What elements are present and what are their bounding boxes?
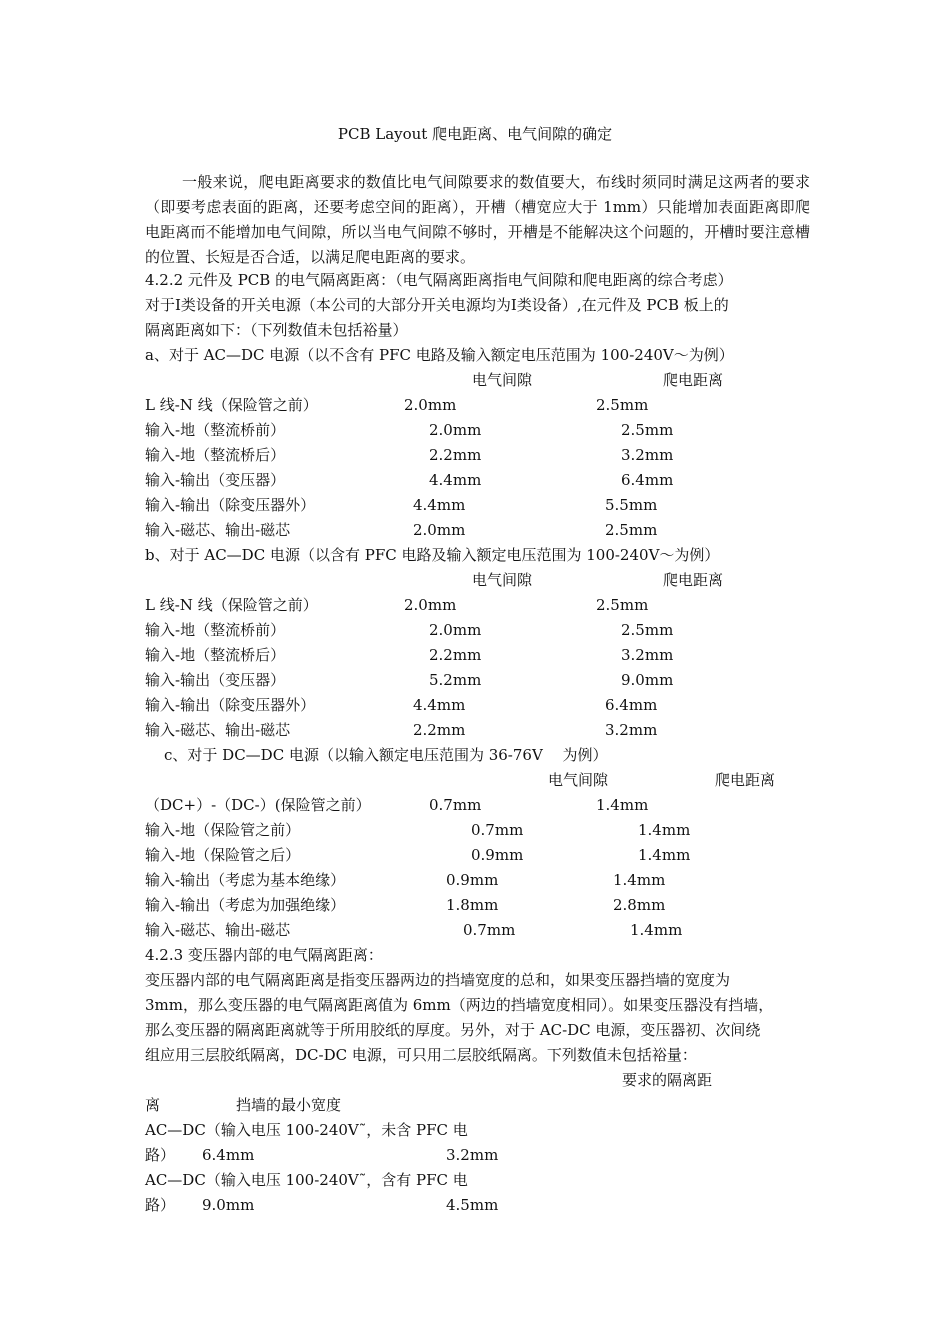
creepage-value: 3.2mm (605, 721, 658, 739)
intro-paragraph: 一般来说，爬电距离要求的数值比电气间隙要求的数值要大，布线时须同时满足这两者的要求（即要考虑表面的距离，还要考虑空间的距离），开槽（槽宽应大于 1mm）只能增加表面距离即爬电距离而不能增加电气间隙，所以当电气间隙不够时，开槽是不能解决这个问题的，开槽时要注意槽的位置、长短是否合适，以满足爬电距离的要求。 (145, 173, 810, 266)
clearance-header: 电气间隙 (548, 771, 609, 789)
creepage-value: 6.4mm (621, 471, 674, 489)
creepage-header: 爬电距离 (663, 371, 724, 389)
row-label: 路） (145, 1196, 176, 1214)
row-label: 输入-磁芯、输出-磁芯 (145, 521, 291, 539)
row-label: 输入-磁芯、输出-磁芯 (145, 721, 291, 739)
clearance-value: 4.4mm (413, 696, 466, 714)
clearance-header: 电气间隙 (472, 571, 533, 589)
min-wall-width-value: 4.5mm (446, 1196, 499, 1214)
creepage-value: 1.4mm (613, 871, 666, 889)
table-row (0, 893, 950, 918)
row-label: 输入-地（保险管之前） (145, 821, 301, 839)
creepage-value: 9.0mm (621, 671, 674, 689)
table-row (0, 1118, 950, 1143)
table-row (0, 468, 950, 493)
clearance-value: 2.0mm (404, 396, 457, 414)
section-423-text: 那么变压器的隔离距离就等于所用胶纸的厚度。另外，对于 AC-DC 电源，变压器初、次间绕 (145, 1021, 761, 1039)
required-distance-header-cont: 离 (145, 1096, 161, 1114)
clearance-value: 2.2mm (413, 721, 466, 739)
required-distance-value: 6.4mm (202, 1146, 255, 1164)
table-row (0, 593, 950, 618)
creepage-value: 1.4mm (596, 796, 649, 814)
row-label: L 线-N 线（保险管之前） (145, 396, 318, 414)
creepage-header: 爬电距离 (715, 771, 776, 789)
creepage-value: 2.5mm (621, 421, 674, 439)
section-423-text: 3mm，那么变压器的电气隔离距离值为 6mm（两边的挡墙宽度相同）。如果变压器没有挡墙， (145, 996, 774, 1014)
clearance-value: 2.0mm (413, 521, 466, 539)
section-422-text: 隔离距离如下：（下列数值未包括裕量） (145, 321, 408, 339)
table-row (0, 1143, 950, 1168)
section-423-text: 组应用三层胶纸隔离，DC-DC 电源，可只用二层胶纸隔离。下列数值未包括裕量： (145, 1046, 697, 1064)
table-row (0, 493, 950, 518)
row-label: 输入-地（保险管之后） (145, 846, 301, 864)
section-422-heading: 4.2.2 元件及 PCB 的电气隔离距离：（电气隔离距离指电气间隙和爬电距离的综合考虑） (145, 271, 733, 289)
section-423-text: 变压器内部的电气隔离距离是指变压器两边的挡墙宽度的总和，如果变压器挡墙的宽度为 (145, 971, 731, 989)
table-row (0, 643, 950, 668)
clearance-value: 0.9mm (471, 846, 524, 864)
table-row (0, 868, 950, 893)
creepage-value: 2.8mm (613, 896, 666, 914)
row-label: （DC+）-（DC-）(保险管之前） (145, 796, 371, 814)
table-row (0, 693, 950, 718)
min-wall-width-header: 挡墙的最小宽度 (236, 1096, 342, 1114)
table-row (0, 1193, 950, 1218)
creepage-value: 2.5mm (621, 621, 674, 639)
clearance-value: 2.2mm (429, 646, 482, 664)
row-label: 输入-磁芯、输出-磁芯 (145, 921, 291, 939)
clearance-value: 0.7mm (429, 796, 482, 814)
clearance-value: 0.7mm (471, 821, 524, 839)
row-label: 输入-地（整流桥后） (145, 646, 286, 664)
row-label: 输入-输出（变压器） (145, 471, 286, 489)
row-label: AC—DC（输入电压 100-240V˜，含有 PFC 电 (145, 1171, 468, 1189)
row-label: L 线-N 线（保险管之前） (145, 596, 318, 614)
clearance-value: 1.8mm (446, 896, 499, 914)
row-label: 输入-输出（变压器） (145, 671, 286, 689)
table-row (0, 718, 950, 743)
clearance-value: 2.0mm (429, 621, 482, 639)
row-label: 输入-地（整流桥后） (145, 446, 286, 464)
creepage-value: 3.2mm (621, 446, 674, 464)
clearance-value: 2.0mm (404, 596, 457, 614)
section-c-title: c、对于 DC—DC 电源（以输入额定电压范围为 36-76V 为例） (164, 746, 608, 764)
creepage-value: 1.4mm (638, 846, 691, 864)
row-label: 输入-输出（考虑为加强绝缘） (145, 896, 346, 914)
row-label: AC—DC（输入电压 100-240V˜，未含 PFC 电 (145, 1121, 468, 1139)
creepage-value: 1.4mm (630, 921, 683, 939)
clearance-value: 4.4mm (429, 471, 482, 489)
table-row (0, 418, 950, 443)
section-c-header (0, 768, 950, 793)
table-row (0, 393, 950, 418)
section-423-heading: 4.2.3 变压器内部的电气隔离距离： (145, 946, 383, 964)
row-label: 输入-地（整流桥前） (145, 621, 286, 639)
section-a-title: a、对于 AC—DC 电源（以不含有 PFC 电路及输入额定电压范围为 100-240V～为例） (145, 346, 734, 364)
row-label: 路） (145, 1146, 176, 1164)
creepage-header: 爬电距离 (663, 571, 724, 589)
clearance-value: 2.2mm (429, 446, 482, 464)
transformer-table-header (0, 1093, 950, 1118)
section-b-title: b、对于 AC—DC 电源（以含有 PFC 电路及输入额定电压范围为 100-240V～为例） (145, 546, 720, 564)
clearance-value: 5.2mm (429, 671, 482, 689)
table-row (0, 818, 950, 843)
row-label: 输入-地（整流桥前） (145, 421, 286, 439)
table-row (0, 793, 950, 818)
required-distance-value: 9.0mm (202, 1196, 255, 1214)
creepage-value: 2.5mm (596, 596, 649, 614)
table-row (0, 918, 950, 943)
section-b-header (0, 568, 950, 593)
row-label: 输入-输出（除变压器外） (145, 496, 316, 514)
creepage-value: 6.4mm (605, 696, 658, 714)
creepage-value: 3.2mm (621, 646, 674, 664)
row-label: 输入-输出（除变压器外） (145, 696, 316, 714)
transformer-table-header (0, 1068, 950, 1093)
creepage-value: 2.5mm (605, 521, 658, 539)
section-a-header (0, 368, 950, 393)
clearance-header: 电气间隙 (472, 371, 533, 389)
creepage-value: 2.5mm (596, 396, 649, 414)
clearance-value: 0.9mm (446, 871, 499, 889)
page-title: PCB Layout 爬电距离、电气间隙的确定 (337, 125, 613, 143)
table-row (0, 843, 950, 868)
table-row (0, 518, 950, 543)
table-row (0, 1168, 950, 1193)
section-422-text: 对于Ⅰ类设备的开关电源（本公司的大部分开关电源均为Ⅰ类设备）,在元件及 PCB 板上的 (145, 296, 729, 314)
min-wall-width-value: 3.2mm (446, 1146, 499, 1164)
creepage-value: 1.4mm (638, 821, 691, 839)
clearance-value: 0.7mm (463, 921, 516, 939)
row-label: 输入-输出（考虑为基本绝缘） (145, 871, 346, 889)
table-row (0, 618, 950, 643)
required-distance-header: 要求的隔离距 (622, 1071, 713, 1089)
clearance-value: 4.4mm (413, 496, 466, 514)
creepage-value: 5.5mm (605, 496, 658, 514)
clearance-value: 2.0mm (429, 421, 482, 439)
table-row (0, 668, 950, 693)
table-row (0, 443, 950, 468)
